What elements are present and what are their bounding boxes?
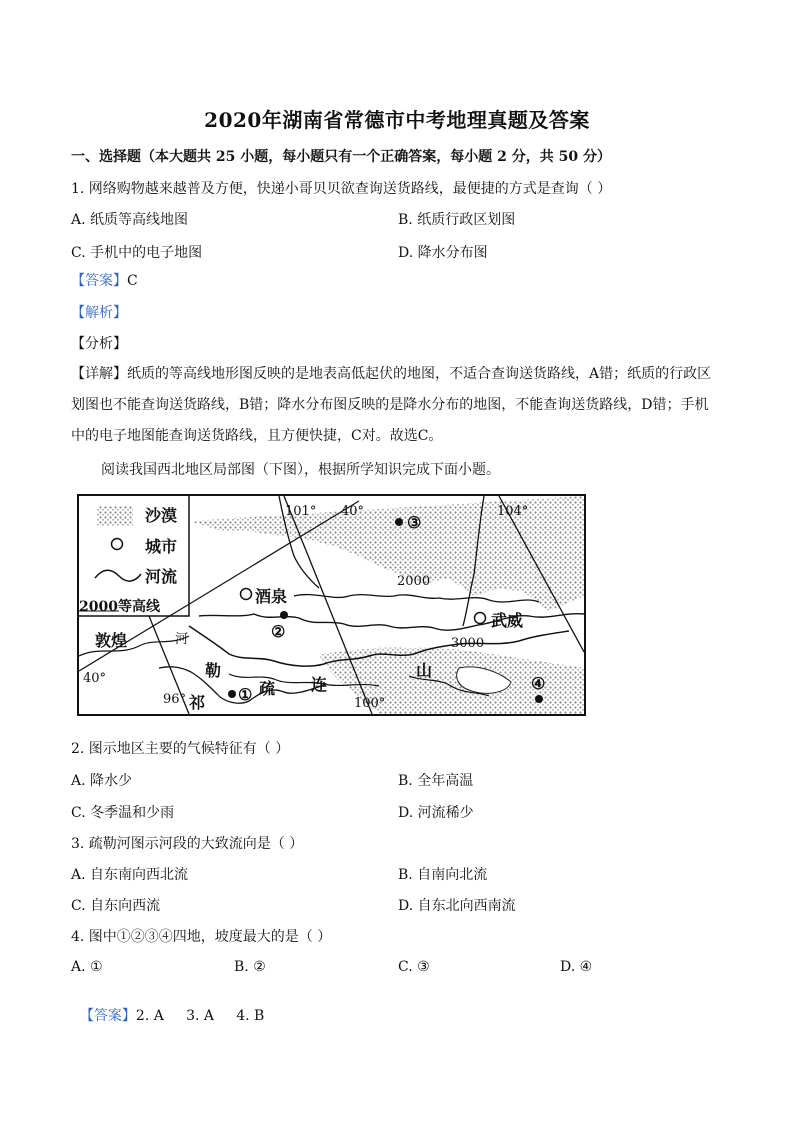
mountain-contour-3 <box>294 595 539 602</box>
city-dunhuang-label: 敦煌 <box>95 631 128 650</box>
legend-river-symbol <box>95 570 141 581</box>
contour-3000-label: 3000 <box>451 636 485 651</box>
section-heading: 一、选择题（本大题共 25 小题，每小题只有一个正确答案，每小题 2 分，共 50 分） <box>71 149 611 165</box>
q3-option-a: A. 自东南向西北流 <box>71 867 189 883</box>
fenxi-tag: 【分析】 <box>71 336 127 352</box>
city-wuwei-marker <box>475 613 486 624</box>
river-le-label: 勒 <box>205 661 222 680</box>
lon-100-label: 100° <box>354 696 386 711</box>
northwest-china-map <box>77 494 586 716</box>
legend-desert-swatch <box>97 506 133 526</box>
range-char-shan: 山 <box>416 661 433 680</box>
legend-city-label: 城市 <box>145 537 178 556</box>
point-1-dot <box>228 690 236 698</box>
point-1-label: ① <box>238 685 253 704</box>
q3-option-d: D. 自东北向西南流 <box>398 898 516 914</box>
q1-option-a: A. 纸质等高线地图 <box>71 212 189 228</box>
contour-2000-label: 2000 <box>397 574 431 589</box>
legend-contour-text: 等高线 <box>117 599 160 615</box>
point-2-label: ② <box>271 622 286 641</box>
legend-contour-label <box>79 596 160 616</box>
legend-city-symbol <box>112 539 123 550</box>
answer-tag: 【答案】 <box>71 273 127 289</box>
q1-option-c: C. 手机中的电子地图 <box>71 245 203 261</box>
q3-option-c: C. 自东向西流 <box>71 898 161 914</box>
point-3-label: ③ <box>407 513 422 532</box>
final-answer-text: 2. A 3. A 4. B <box>135 1008 265 1024</box>
detail-paragraph <box>71 359 721 452</box>
q2-option-b: B. 全年高温 <box>398 773 474 789</box>
lat-40-label-left: 40° <box>83 671 107 686</box>
q1-answer <box>71 270 138 290</box>
range-char-lian: 连 <box>311 675 328 694</box>
mountain-contour-2 <box>199 614 584 631</box>
legend-river-label: 河流 <box>145 567 178 586</box>
q1-option-d: D. 降水分布图 <box>398 245 488 261</box>
q1-stem: 1. 网络购物越来越普及方便，快递小哥贝贝欲查询送货路线，最便捷的方式是查询（ ） <box>71 181 612 197</box>
lon-104-label: 104° <box>497 504 529 519</box>
range-char-qi: 祁 <box>189 693 206 712</box>
analysis-tag: 【解析】 <box>71 305 127 321</box>
river-he-label: 河 <box>175 632 189 647</box>
point-2-dot <box>280 611 288 619</box>
q2-option-a: A. 降水少 <box>71 773 133 789</box>
q2-option-d: D. 河流稀少 <box>398 805 474 821</box>
q4-option-b: B. ② <box>234 959 266 975</box>
lon-96-label: 96° <box>163 692 187 707</box>
q2-option-c: C. 冬季温和少雨 <box>71 805 175 821</box>
q3-stem: 3. 疏勒河图示河段的大致流向是（ ） <box>71 836 304 852</box>
city-jiuquan-label: 酒泉 <box>255 587 288 606</box>
detail-tag: 【详解】 <box>71 366 127 382</box>
point-4-label: ④ <box>531 674 546 693</box>
reading-intro: 阅读我国西北地区局部图（下图），根据所学知识完成下面小题。 <box>101 462 500 478</box>
legend-contour-value: 2000 <box>79 599 118 615</box>
city-jiuquan-marker <box>241 589 252 600</box>
point-3-dot <box>395 518 403 526</box>
q4-stem: 4. 图中①②③④四地，坡度最大的是（ ） <box>71 929 332 945</box>
lon-101-label: 101° <box>285 504 317 519</box>
q4-option-d: D. ④ <box>560 959 593 975</box>
q4-option-a: A. ① <box>71 959 103 975</box>
q2-stem: 2. 图示地区主要的气候特征有（ ） <box>71 741 290 757</box>
final-answer-tag: 【答案】 <box>79 1008 136 1024</box>
river-shu-label: 疏 <box>259 679 276 698</box>
answer-value: C <box>127 273 138 289</box>
city-wuwei-label: 武威 <box>491 611 524 630</box>
page-title: 2020年湖南省常德市中考地理真题及答案 <box>204 108 590 132</box>
q1-option-b: B. 纸质行政区划图 <box>398 212 516 228</box>
lat-40-label-top: 40° <box>341 504 365 519</box>
detail-text: 纸质的等高线地形图反映的是地表高低起伏的地图，不适合查询送货路线，A错；纸质的行政区划图也不能查询送货路线，B错；降水分布图反映的是降水分布的地图，不能查询送货路线，D错；手机中的电子地图能查询送货路线，且方便快捷，C对。故选C。 <box>71 366 712 444</box>
legend-desert-label: 沙漠 <box>145 506 178 525</box>
final-answer <box>71 989 264 1025</box>
q4-option-c: C. ③ <box>398 959 430 975</box>
point-4-dot <box>535 695 543 703</box>
q3-option-b: B. 自南向北流 <box>398 867 488 883</box>
